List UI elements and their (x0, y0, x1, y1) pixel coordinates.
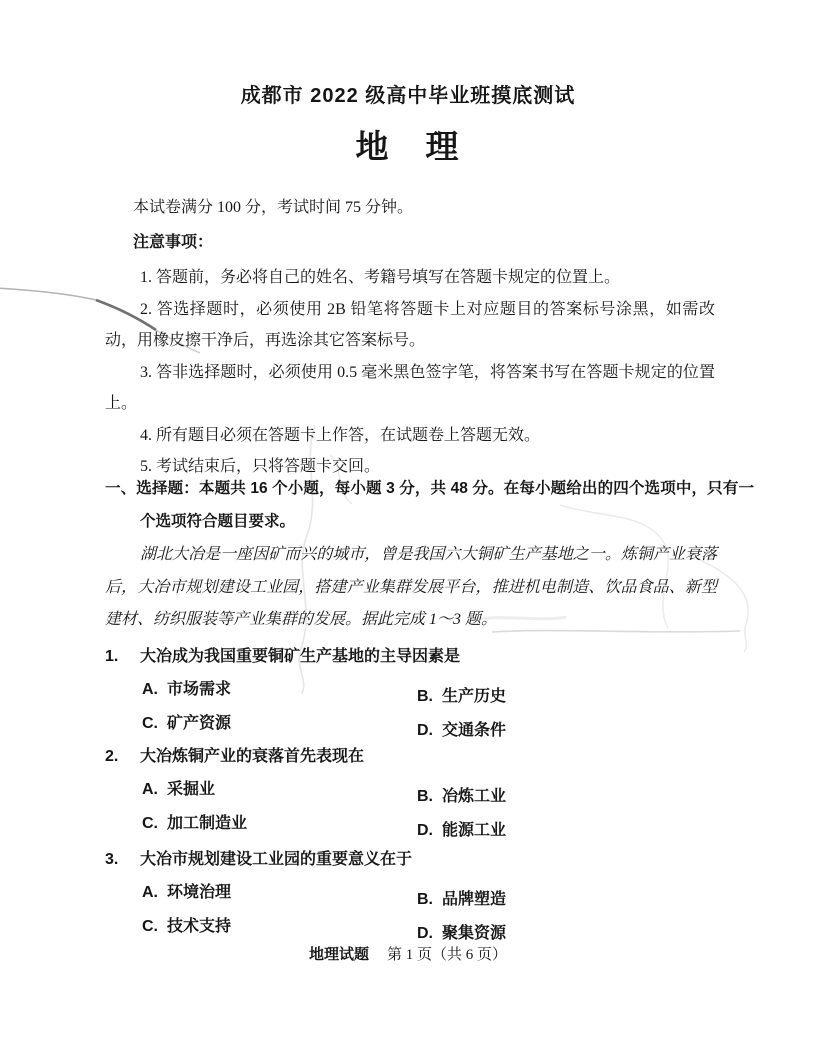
option-a: A. 环境治理 (142, 884, 232, 901)
question-stem (105, 746, 750, 768)
option-b: B. 品牌塑造 (417, 891, 507, 908)
exam-subject: 地 理 (355, 128, 461, 165)
notice-title: 注意事项： (133, 234, 214, 251)
question-options (142, 779, 750, 839)
question-number: 3. (105, 851, 119, 868)
option-d: D. 能源工业 (417, 822, 507, 839)
question-text: 大冶市规划建设工业园的重要意义在于 (140, 851, 413, 868)
option-c: C. 加工制造业 (142, 815, 248, 832)
option-a: A. 采掘业 (142, 781, 216, 798)
footer-doc-label: 地理试题 (308, 946, 369, 963)
section-title: 一、选择题：本题共 16 个小题，每小题 3 分，共 48 分。在每小题给出的四个选项中，只有一个选项符合题目要求。 (105, 480, 754, 530)
notice-item-4: 4. 所有题目必须在答题卡上作答，在试题卷上答题无效。 (140, 426, 541, 444)
question-text: 大冶成为我国重要铜矿生产基地的主导因素是 (140, 648, 461, 665)
question-text: 大冶炼铜产业的衰落首先表现在 (140, 748, 365, 765)
option-b: B. 生产历史 (417, 688, 507, 705)
notice-item-1: 1. 答题前，务必将自己的姓名、考籍号填写在答题卡规定的位置上。 (140, 269, 621, 286)
question-number: 1. (105, 648, 119, 665)
option-d: D. 交通条件 (417, 722, 507, 739)
option-d: D. 聚集资源 (417, 925, 507, 942)
question-number: 2. (105, 748, 119, 765)
question-1 (105, 646, 750, 739)
exam-info: 本试卷满分 100 分，考试时间 75 分钟。 (133, 199, 414, 216)
option-c: C. 技术支持 (142, 918, 232, 935)
question-2 (105, 746, 750, 839)
option-b: B. 冶炼工业 (417, 788, 507, 805)
notice-item-3: 3. 答非选择题时，必须使用 0.5 毫米黑色签字笔，将答案书写在答题卡规定的位置上。 (105, 363, 715, 412)
question-stem (105, 849, 750, 871)
notice-item-5: 5. 考试结束后，只将答题卡交回。 (140, 458, 381, 475)
option-a: A. 市场需求 (142, 681, 232, 698)
page-footer (0, 944, 816, 966)
question-options (142, 882, 750, 942)
option-c: C. 矿产资源 (142, 715, 232, 732)
notice-list (105, 262, 715, 483)
question-options (142, 679, 750, 739)
footer-page-info: 第 1 页（共 6 页） (387, 947, 508, 963)
question-stem (105, 646, 750, 668)
notice-item-2: 2. 答选择题时，必须使用 2B 铅笔将答题卡上对应题目的答案标号涂黑，如需改动，用橡皮擦干净后，再选涂其它答案标号。 (105, 300, 715, 349)
exam-title: 成都市 2022 级高中毕业班摸底测试 (240, 85, 576, 107)
question-3 (105, 849, 750, 942)
question-passage: 湖北大冶是一座因矿而兴的城市，曾是我国六大铜矿生产基地之一。炼铜产业衰落后，大冶市规划建设工业园，搭建产业集群发展平台，推进机电制造、饮品食品、新型建材、纺织服装等产业集群的发展。据此完成 1～3 题。 (105, 546, 717, 628)
paper-crease-mark (0, 288, 96, 300)
